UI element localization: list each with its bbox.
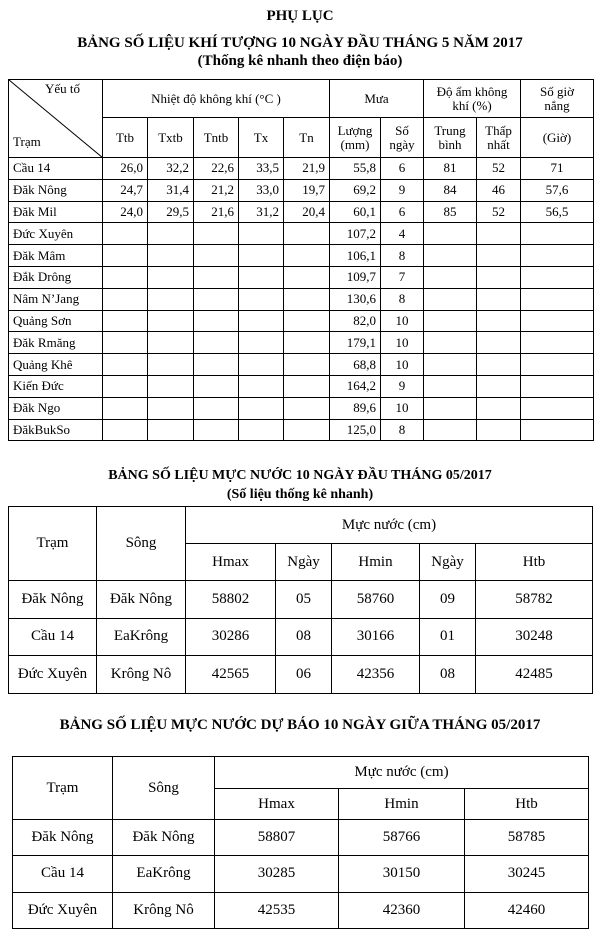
- tntb-cell: [194, 375, 239, 397]
- htb-cell: 30245: [465, 856, 589, 892]
- humidity-min-cell: 46: [477, 179, 521, 201]
- humidity-min-cell: [477, 419, 521, 441]
- tx-cell: [239, 419, 284, 441]
- river-header: Sông: [113, 757, 215, 820]
- rain-days-cell: 6: [381, 158, 424, 180]
- temp-group-header: Nhiệt độ không khí (°C ): [103, 80, 330, 118]
- ttb-cell: [103, 288, 148, 310]
- tntb-cell: [194, 288, 239, 310]
- river-header: Sông: [97, 507, 186, 581]
- table3-title: BẢNG SỐ LIỆU MỰC NƯỚC DỰ BÁO 10 NGÀY GIỮA THÁNG 05/2017: [59, 717, 541, 733]
- table-row: [9, 397, 594, 419]
- tn-cell: [284, 288, 330, 310]
- table-row: [9, 288, 594, 310]
- tn-cell: [284, 310, 330, 332]
- rain-group-header: Mưa: [330, 80, 424, 118]
- tn-cell: [284, 375, 330, 397]
- station-cell: Đăk Rmăng: [9, 332, 103, 354]
- table1-subtitle: (Thống kê nhanh theo điện báo): [197, 53, 403, 69]
- table-row: [13, 856, 589, 892]
- sun-group-header: Số giờ nắng: [521, 80, 594, 118]
- hmin-cell: 58766: [339, 820, 465, 856]
- ttb-cell: [103, 332, 148, 354]
- rain-days-cell: 10: [381, 354, 424, 376]
- day-header: Ngày: [276, 544, 332, 581]
- ttb-cell: [103, 419, 148, 441]
- ttb-header: Ttb: [103, 118, 148, 158]
- humidity-min-header: Thấp nhất: [477, 118, 521, 158]
- station-cell: Quảng Sơn: [9, 310, 103, 332]
- sun-hours-cell: [521, 375, 594, 397]
- sun-unit-header: (Giờ): [521, 118, 594, 158]
- humidity-min-cell: [477, 223, 521, 245]
- rain-amount-cell: 125,0: [330, 419, 381, 441]
- tx-header: Tx: [239, 118, 284, 158]
- humidity-min-cell: [477, 310, 521, 332]
- tntb-cell: [194, 266, 239, 288]
- rain-amount-cell: 107,2: [330, 223, 381, 245]
- station-cell: Đăk Nông: [13, 820, 113, 856]
- sun-hours-cell: [521, 419, 594, 441]
- humidity-avg-header: Trung bình: [424, 118, 477, 158]
- station-cell: Đức Xuyên: [9, 223, 103, 245]
- ttb-cell: [103, 310, 148, 332]
- river-cell: Krông Nô: [113, 892, 215, 928]
- tntb-cell: [194, 245, 239, 267]
- sun-hours-cell: 71: [521, 158, 594, 180]
- station-cell: Cầu 14: [9, 158, 103, 180]
- header-corner: [9, 80, 103, 158]
- station-label: Trạm: [13, 134, 41, 149]
- tx-cell: [239, 332, 284, 354]
- tn-cell: [284, 223, 330, 245]
- day1-cell: 06: [276, 656, 332, 694]
- ttb-cell: [103, 266, 148, 288]
- tn-cell: [284, 419, 330, 441]
- hmax-header: Hmax: [215, 789, 339, 820]
- station-cell: Đức Xuyên: [13, 892, 113, 928]
- humidity-avg-cell: [424, 310, 477, 332]
- table-row: [9, 158, 594, 180]
- station-cell: Đức Xuyên: [9, 656, 97, 694]
- tntb-cell: [194, 223, 239, 245]
- level-group-header: Mực nước (cm): [215, 757, 589, 789]
- humidity-avg-cell: [424, 332, 477, 354]
- river-cell: EaKrông: [97, 618, 186, 656]
- tntb-cell: [194, 310, 239, 332]
- table-row: [13, 892, 589, 928]
- table-row: [9, 354, 594, 376]
- tx-cell: 33,5: [239, 158, 284, 180]
- txtb-cell: [148, 266, 194, 288]
- tx-cell: [239, 375, 284, 397]
- tntb-cell: 21,2: [194, 179, 239, 201]
- hmax-cell: 58802: [186, 581, 276, 619]
- table-row: [13, 820, 589, 856]
- htb-cell: 58782: [476, 581, 593, 619]
- ttb-cell: [103, 245, 148, 267]
- sun-hours-cell: [521, 397, 594, 419]
- tn-cell: [284, 245, 330, 267]
- humidity-min-cell: [477, 354, 521, 376]
- humidity-avg-cell: [424, 354, 477, 376]
- txtb-cell: [148, 354, 194, 376]
- table-row: [9, 419, 594, 441]
- txtb-cell: [148, 375, 194, 397]
- hmax-cell: 30285: [215, 856, 339, 892]
- tx-cell: [239, 288, 284, 310]
- rain-amount-cell: 60,1: [330, 201, 381, 223]
- rain-days-cell: 7: [381, 266, 424, 288]
- tx-cell: [239, 310, 284, 332]
- table-row: [9, 245, 594, 267]
- humidity-min-cell: [477, 266, 521, 288]
- humidity-avg-cell: 81: [424, 158, 477, 180]
- tntb-cell: 22,6: [194, 158, 239, 180]
- ttb-cell: 26,0: [103, 158, 148, 180]
- table-row: [9, 581, 593, 619]
- station-cell: Quảng Khê: [9, 354, 103, 376]
- htb-cell: 42485: [476, 656, 593, 694]
- humidity-avg-cell: [424, 288, 477, 310]
- station-cell: Đăk Mil: [9, 201, 103, 223]
- sun-hours-cell: 56,5: [521, 201, 594, 223]
- rain-amount-cell: 89,6: [330, 397, 381, 419]
- hmax-cell: 42565: [186, 656, 276, 694]
- hmax-cell: 58807: [215, 820, 339, 856]
- htb-header: Htb: [476, 544, 593, 581]
- table-row: [9, 618, 593, 656]
- humidity-avg-cell: [424, 375, 477, 397]
- tn-header: Tn: [284, 118, 330, 158]
- rain-days-cell: 8: [381, 245, 424, 267]
- rain-amount-header: Lượng (mm): [330, 118, 381, 158]
- tntb-header: Tntb: [194, 118, 239, 158]
- appendix-heading: PHỤ LỤC: [266, 8, 334, 24]
- humidity-min-cell: [477, 288, 521, 310]
- humidity-min-cell: [477, 245, 521, 267]
- rain-days-header: Số ngày: [381, 118, 424, 158]
- txtb-cell: 29,5: [148, 201, 194, 223]
- hmin-header: Hmin: [339, 789, 465, 820]
- station-cell: Đăk Ngo: [9, 397, 103, 419]
- txtb-cell: [148, 310, 194, 332]
- tn-cell: [284, 266, 330, 288]
- table-row: [9, 332, 594, 354]
- rain-days-cell: 4: [381, 223, 424, 245]
- rain-amount-cell: 106,1: [330, 245, 381, 267]
- txtb-header: Txtb: [148, 118, 194, 158]
- water-level-table: [8, 506, 593, 694]
- station-cell: Cầu 14: [13, 856, 113, 892]
- day1-cell: 08: [276, 618, 332, 656]
- htb-cell: 58785: [465, 820, 589, 856]
- day1-cell: 05: [276, 581, 332, 619]
- humidity-avg-cell: 85: [424, 201, 477, 223]
- weather-table: [8, 79, 594, 441]
- hmin-cell: 42356: [332, 656, 420, 694]
- txtb-cell: 32,2: [148, 158, 194, 180]
- txtb-cell: [148, 397, 194, 419]
- rain-amount-cell: 55,8: [330, 158, 381, 180]
- tntb-cell: [194, 419, 239, 441]
- tx-cell: [239, 397, 284, 419]
- table-row: [9, 223, 594, 245]
- station-header: Trạm: [9, 507, 97, 581]
- tntb-cell: 21,6: [194, 201, 239, 223]
- tx-cell: [239, 245, 284, 267]
- hmin-cell: 42360: [339, 892, 465, 928]
- ttb-cell: 24,0: [103, 201, 148, 223]
- day2-cell: 09: [420, 581, 476, 619]
- table-row: [9, 656, 593, 694]
- sun-hours-cell: 57,6: [521, 179, 594, 201]
- tn-cell: [284, 354, 330, 376]
- table-row: [9, 201, 594, 223]
- rain-amount-cell: 164,2: [330, 375, 381, 397]
- station-cell: Nâm N’Jang: [9, 288, 103, 310]
- htb-cell: 42460: [465, 892, 589, 928]
- humidity-min-cell: [477, 375, 521, 397]
- station-cell: Đăk Nông: [9, 179, 103, 201]
- humidity-group-header: Độ ẩm không khí (%): [424, 80, 521, 118]
- tn-cell: 21,9: [284, 158, 330, 180]
- humidity-avg-cell: [424, 223, 477, 245]
- hmax-cell: 42535: [215, 892, 339, 928]
- rain-days-cell: 9: [381, 375, 424, 397]
- tn-cell: 19,7: [284, 179, 330, 201]
- tn-cell: [284, 332, 330, 354]
- sun-hours-cell: [521, 310, 594, 332]
- day-header: Ngày: [420, 544, 476, 581]
- rain-amount-cell: 68,8: [330, 354, 381, 376]
- htb-header: Htb: [465, 789, 589, 820]
- table-row: [9, 310, 594, 332]
- sun-hours-cell: [521, 223, 594, 245]
- hmin-cell: 30166: [332, 618, 420, 656]
- tntb-cell: [194, 354, 239, 376]
- tx-cell: [239, 223, 284, 245]
- tntb-cell: [194, 397, 239, 419]
- river-cell: Krông Nô: [97, 656, 186, 694]
- tx-cell: 31,2: [239, 201, 284, 223]
- hmin-cell: 30150: [339, 856, 465, 892]
- txtb-cell: 31,4: [148, 179, 194, 201]
- humidity-min-cell: 52: [477, 201, 521, 223]
- level-group-header: Mực nước (cm): [186, 507, 593, 544]
- rain-amount-cell: 130,6: [330, 288, 381, 310]
- table2-title: BẢNG SỐ LIỆU MỰC NƯỚC 10 NGÀY ĐẦU THÁNG 05/2017: [108, 468, 492, 483]
- ttb-cell: [103, 375, 148, 397]
- sun-hours-cell: [521, 288, 594, 310]
- table-row: [9, 266, 594, 288]
- factor-label: Yếu tố: [44, 81, 80, 96]
- hmin-header: Hmin: [332, 544, 420, 581]
- txtb-cell: [148, 332, 194, 354]
- humidity-avg-cell: [424, 397, 477, 419]
- station-cell: ĐăkBukSo: [9, 419, 103, 441]
- rain-days-cell: 10: [381, 332, 424, 354]
- table-row: [9, 375, 594, 397]
- htb-cell: 30248: [476, 618, 593, 656]
- river-cell: EaKrông: [113, 856, 215, 892]
- tx-cell: 33,0: [239, 179, 284, 201]
- rain-amount-cell: 109,7: [330, 266, 381, 288]
- rain-days-cell: 10: [381, 397, 424, 419]
- rain-days-cell: 10: [381, 310, 424, 332]
- ttb-cell: 24,7: [103, 179, 148, 201]
- forecast-level-table: [12, 756, 589, 929]
- rain-amount-cell: 69,2: [330, 179, 381, 201]
- txtb-cell: [148, 419, 194, 441]
- sun-hours-cell: [521, 354, 594, 376]
- rain-days-cell: 8: [381, 419, 424, 441]
- rain-amount-cell: 82,0: [330, 310, 381, 332]
- ttb-cell: [103, 397, 148, 419]
- humidity-avg-cell: [424, 245, 477, 267]
- station-cell: Cầu 14: [9, 618, 97, 656]
- humidity-avg-cell: [424, 266, 477, 288]
- hmax-cell: 30286: [186, 618, 276, 656]
- humidity-min-cell: [477, 397, 521, 419]
- sun-hours-cell: [521, 332, 594, 354]
- txtb-cell: [148, 223, 194, 245]
- sun-hours-cell: [521, 245, 594, 267]
- day2-cell: 08: [420, 656, 476, 694]
- tx-cell: [239, 354, 284, 376]
- rain-days-cell: 6: [381, 201, 424, 223]
- river-cell: Đăk Nông: [113, 820, 215, 856]
- station-cell: Đăk Nông: [9, 581, 97, 619]
- station-cell: Đắk Drông: [9, 266, 103, 288]
- ttb-cell: [103, 223, 148, 245]
- station-header: Trạm: [13, 757, 113, 820]
- humidity-min-cell: 52: [477, 158, 521, 180]
- ttb-cell: [103, 354, 148, 376]
- rain-amount-cell: 179,1: [330, 332, 381, 354]
- tn-cell: 20,4: [284, 201, 330, 223]
- tx-cell: [239, 266, 284, 288]
- humidity-min-cell: [477, 332, 521, 354]
- tntb-cell: [194, 332, 239, 354]
- humidity-avg-cell: [424, 419, 477, 441]
- river-cell: Đăk Nông: [97, 581, 186, 619]
- txtb-cell: [148, 288, 194, 310]
- sun-hours-cell: [521, 266, 594, 288]
- table-row: [9, 179, 594, 201]
- station-cell: Kiến Đức: [9, 375, 103, 397]
- table1-title: BẢNG SỐ LIỆU KHÍ TƯỢNG 10 NGÀY ĐẦU THÁNG 5 NĂM 2017: [77, 35, 523, 51]
- hmin-cell: 58760: [332, 581, 420, 619]
- table2-subtitle: (Số liệu thống kê nhanh): [226, 487, 374, 502]
- humidity-avg-cell: 84: [424, 179, 477, 201]
- tn-cell: [284, 397, 330, 419]
- hmax-header: Hmax: [186, 544, 276, 581]
- day2-cell: 01: [420, 618, 476, 656]
- station-cell: Đăk Mâm: [9, 245, 103, 267]
- rain-days-cell: 9: [381, 179, 424, 201]
- rain-days-cell: 8: [381, 288, 424, 310]
- txtb-cell: [148, 245, 194, 267]
